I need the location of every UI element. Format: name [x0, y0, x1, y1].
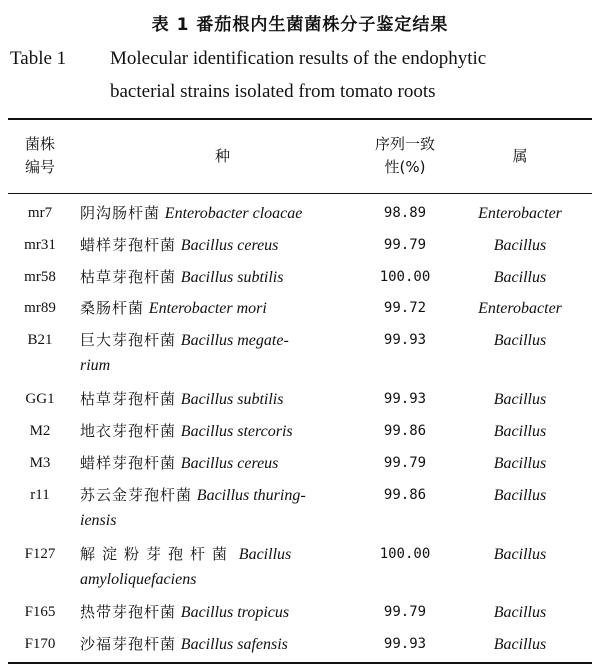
- species-chinese-name: 苏云金芽孢杆菌: [80, 486, 193, 504]
- strain-id: mr7: [27, 205, 53, 221]
- species-chinese-name: 巨大芽孢杆菌: [80, 331, 177, 349]
- genus-name: Bacillus: [493, 391, 547, 408]
- strain-id: F165: [24, 604, 56, 620]
- genus-name: Bacillus: [493, 604, 547, 621]
- species-chinese-name: 蜡样芽孢杆菌: [80, 454, 177, 472]
- strain-id: r11: [30, 487, 50, 503]
- species-name: [80, 296, 365, 321]
- sequence-identity-value: 99.72: [383, 300, 427, 316]
- species-latin-name: Enterobacter mori: [148, 300, 267, 317]
- header-genus: 属: [512, 147, 528, 165]
- sequence-identity-value: 99.93: [383, 332, 427, 348]
- title-english-line1: Molecular identification results of the endophytic: [110, 48, 487, 69]
- strain-id: mr31: [24, 237, 56, 253]
- species-name: [80, 387, 365, 412]
- table-title-english: [10, 42, 590, 108]
- species-latin-name: Bacillus tropicus: [180, 604, 290, 621]
- title-english-line2: bacterial strains isolated from tomato roots: [110, 81, 436, 102]
- species-chinese-name: 枯草芽孢杆菌: [80, 390, 177, 408]
- genus-name: Bacillus: [493, 423, 547, 440]
- sequence-identity-value: 99.79: [383, 237, 427, 253]
- genus-name: Bacillus: [493, 269, 547, 286]
- sequence-identity-value: 99.79: [383, 455, 427, 471]
- species-name: [80, 483, 365, 533]
- species-chinese-name: 枯草芽孢杆菌: [80, 268, 177, 286]
- species-latin-name: Bacillus cereus: [180, 455, 279, 472]
- species-name: [80, 451, 365, 476]
- species-chinese-name: 解淀粉芽孢杆菌: [80, 545, 235, 563]
- genus-name: Bacillus: [493, 455, 547, 472]
- header-species: 种: [214, 147, 230, 165]
- table-header-rule: [8, 193, 592, 194]
- species-latin-name: Bacillus stercoris: [180, 423, 293, 440]
- strain-id: F127: [24, 546, 56, 562]
- species-latin-name: Enterobacter cloacae: [164, 205, 303, 222]
- strain-id: F170: [24, 636, 56, 652]
- header-sequence-identity: 序列一致 性(%): [374, 135, 435, 176]
- species-name: [80, 328, 365, 378]
- sequence-identity-value: 99.93: [383, 391, 427, 407]
- species-name: [80, 600, 365, 625]
- header-strain-number: 菌株 编号: [24, 135, 55, 176]
- genus-name: Bacillus: [493, 487, 547, 504]
- strain-id: mr89: [24, 300, 56, 316]
- species-latin-name: Bacillus subtilis: [180, 391, 284, 408]
- sequence-identity-value: 99.86: [383, 487, 427, 503]
- species-chinese-name: 地衣芽孢杆菌: [80, 422, 177, 440]
- sequence-identity-value: 99.79: [383, 604, 427, 620]
- sequence-identity-value: 98.89: [383, 205, 427, 221]
- species-latin-name: Bacillus: [238, 546, 292, 563]
- genus-name: Bacillus: [493, 237, 547, 254]
- species-name: [80, 201, 365, 226]
- species-chinese-name: 热带芽孢杆菌: [80, 603, 177, 621]
- species-chinese-name: 蜡样芽孢杆菌: [80, 236, 177, 254]
- species-chinese-name: 阴沟肠杆菌: [80, 204, 161, 222]
- species-name: [80, 265, 365, 290]
- strain-id: GG1: [25, 391, 55, 407]
- species-name: [80, 419, 365, 444]
- species-chinese-name: 沙福芽孢杆菌: [80, 635, 177, 653]
- table-top-rule: [8, 118, 592, 120]
- sequence-identity-value: 99.93: [383, 636, 427, 652]
- strain-id: M2: [29, 423, 51, 439]
- species-latin-name: Bacillus cereus: [180, 237, 279, 254]
- table-title-chinese: 表 1 番茄根内生菌菌株分子鉴定结果: [151, 15, 449, 35]
- species-latin-name-continued: rium: [80, 357, 111, 374]
- species-chinese-name: 桑肠杆菌: [80, 299, 145, 317]
- genus-name: Bacillus: [493, 636, 547, 653]
- strain-id: B21: [27, 332, 53, 348]
- species-latin-name: Bacillus subtilis: [180, 269, 284, 286]
- species-latin-name: Bacillus safensis: [180, 636, 288, 653]
- table-bottom-rule: [8, 662, 592, 664]
- species-name: [80, 233, 365, 258]
- species-latin-name: Bacillus thuring-: [196, 487, 306, 504]
- sequence-identity-value: 100.00: [379, 546, 431, 562]
- sequence-identity-value: 99.86: [383, 423, 427, 439]
- genus-name: Enterobacter: [478, 205, 562, 222]
- strain-id: M3: [29, 455, 51, 471]
- genus-name: Bacillus: [493, 332, 547, 349]
- species-latin-name-continued: iensis: [80, 512, 117, 529]
- table-label: Table 1: [10, 48, 67, 69]
- species-name: [80, 542, 365, 592]
- species-latin-name: Bacillus megate-: [180, 332, 289, 349]
- species-latin-name-continued: amyloliquefaciens: [80, 571, 197, 588]
- strain-id: mr58: [24, 269, 56, 285]
- sequence-identity-value: 100.00: [379, 269, 431, 285]
- species-name: [80, 632, 365, 657]
- genus-name: Bacillus: [493, 546, 547, 563]
- genus-name: Enterobacter: [478, 300, 562, 317]
